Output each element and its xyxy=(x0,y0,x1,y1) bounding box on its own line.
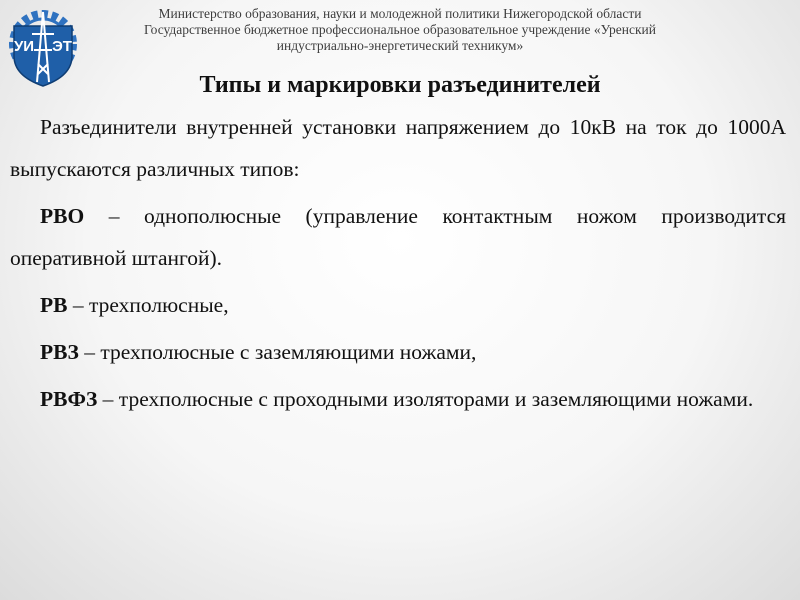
logo-text-left: УИ xyxy=(13,38,35,55)
item-term: РВ xyxy=(40,293,68,317)
organization-header xyxy=(100,6,700,54)
logo-text-right: ЭТ xyxy=(52,38,72,55)
header-ministry: Министерство образования, науки и молодежной политики Нижегородской области xyxy=(158,6,642,21)
item-term: РВО xyxy=(40,204,85,228)
item-text: однополюсные (управление контактным ножом производится оперативной штангой). xyxy=(10,204,786,270)
item-rv xyxy=(10,284,786,326)
header-institution-cont: индустриально-энергетический техникум» xyxy=(276,38,524,53)
item-separator: – xyxy=(67,293,89,317)
item-term: РВЗ xyxy=(40,340,79,364)
slide-title: Типы и маркировки разъединителей xyxy=(199,72,601,98)
header-institution: Государственное бюджетное профессиональное образовательное учреждение «Уренский xyxy=(144,22,656,37)
item-rvfz xyxy=(10,378,786,420)
item-rvz xyxy=(10,331,786,373)
item-term: РВФЗ xyxy=(40,387,98,411)
item-separator: – xyxy=(78,340,101,364)
intro-paragraph: Разъединители внутренней установки напряжением до 10кВ на ток до 1000А выпускаются различных типов: xyxy=(10,115,786,181)
item-rvo xyxy=(10,195,786,279)
item-separator: – xyxy=(97,387,119,411)
item-separator: – xyxy=(84,204,144,228)
item-text: трехполюсные с заземляющими ножами, xyxy=(100,340,477,364)
item-text: трехполюсные, xyxy=(88,293,229,317)
item-text: трехполюсные с проходными изоляторами и заземляющими ножами. xyxy=(118,387,754,411)
slide-body xyxy=(10,106,786,425)
